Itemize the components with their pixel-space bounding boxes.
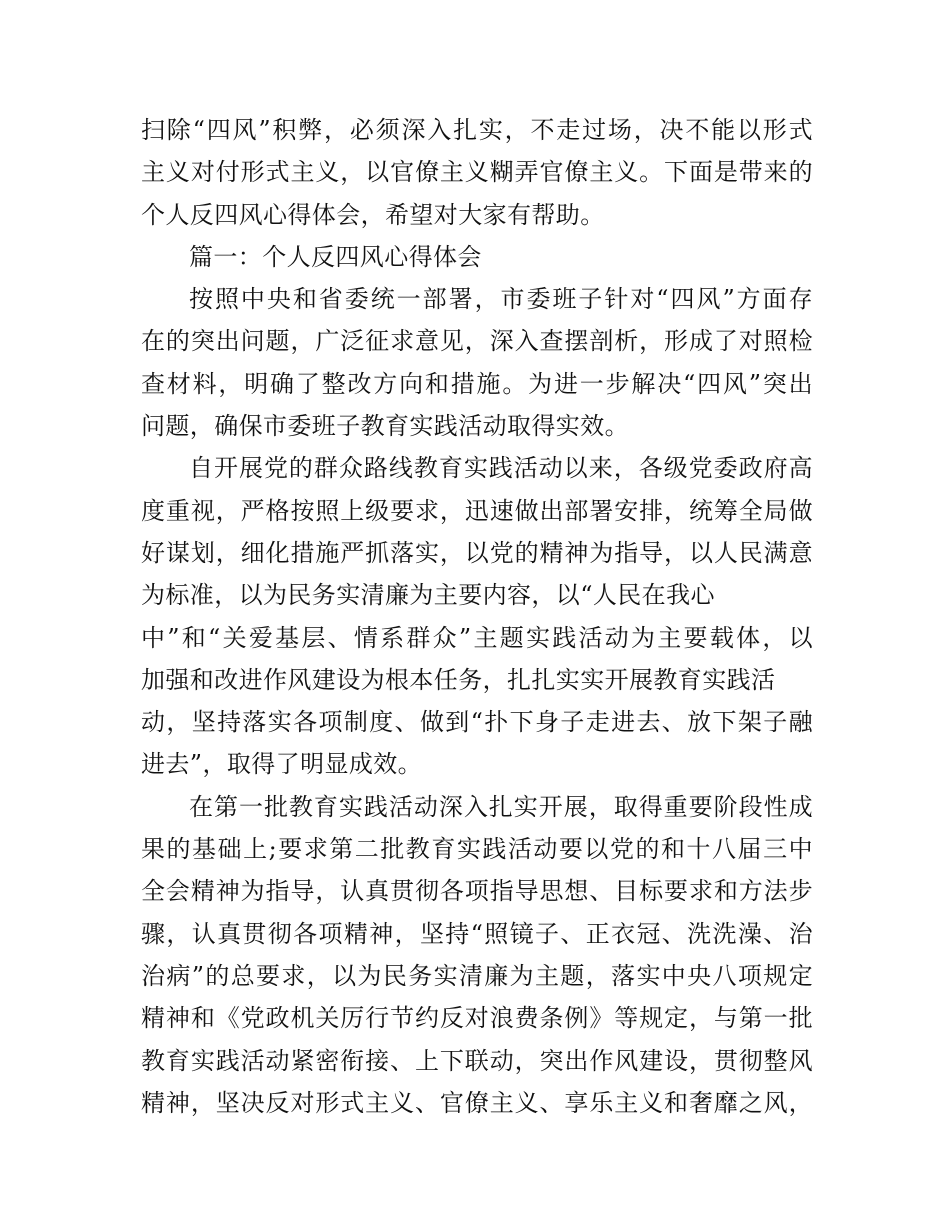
text-line: 好谋划，细化措施严抓落实，以党的精神为指导，以人民满意	[141, 538, 813, 567]
text-line: 进去”，取得了明显成效。	[141, 750, 423, 779]
text-line: 在第一批教育实践活动深入扎实开展，取得重要阶段性成	[189, 792, 813, 821]
text-line: 查材料，明确了整改方向和措施。为进一步解决“四风”突出	[141, 369, 813, 398]
text-line: 扫除“四风”积弊，必须深入扎实，不走过场，决不能以形式	[141, 116, 813, 144]
text-line: 精神，坚决反对形式主义、官僚主义、享乐主义和奢靡之风，	[141, 1088, 813, 1117]
text-line: 主义对付形式主义，以官僚主义糊弄官僚主义。下面是带来的	[141, 158, 813, 187]
text-line: 果的基础上;要求第二批教育实践活动要以党的和十八届三中	[141, 835, 813, 864]
text-line: 自开展党的群众路线教育实践活动以来，各级党委政府高	[189, 454, 813, 483]
text-line: 治病”的总要求，以为民务实清廉为主题，落实中央八项规定	[141, 961, 813, 990]
text-line: 个人反四风心得体会，希望对大家有帮助。	[141, 200, 605, 229]
text-line: 教育实践活动紧密衔接、上下联动，突出作风建设，贯彻整风	[141, 1046, 813, 1075]
text-line: 度重视，严格按照上级要求，迅速做出部署安排，统筹全局做	[141, 496, 813, 525]
section-heading: 篇一：个人反四风心得体会	[189, 242, 482, 271]
text-line: 在的突出问题，广泛征求意见，深入查摆剖析，形成了对照检	[141, 327, 813, 356]
text-line: 问题，确保市委班子教育实践活动取得实效。	[141, 412, 629, 441]
text-line: 全会精神为指导，认真贯彻各项指导思想、目标要求和方法步	[141, 877, 813, 906]
document-body	[141, 109, 813, 1124]
text-line: 为标准，以为民务实清廉为主要内容，以“人民在我心	[141, 581, 715, 610]
text-line: 精神和《党政机关厉行节约反对浪费条例》等规定，与第一批	[141, 1004, 813, 1033]
text-line: 按照中央和省委统一部署，市委班子针对“四风”方面存	[189, 285, 813, 314]
text-line: 加强和改进作风建设为根本任务，扎扎实实开展教育实践活	[141, 665, 776, 694]
text-line: 骤，认真贯彻各项精神，坚持“照镜子、正衣冠、洗洗澡、治	[141, 919, 813, 948]
text-line: 中”和“关爱基层、情系群众”主题实践活动为主要载体，以	[141, 623, 813, 652]
text-line: 动，坚持落实各项制度、做到“扑下身子走进去、放下架子融	[141, 708, 813, 737]
